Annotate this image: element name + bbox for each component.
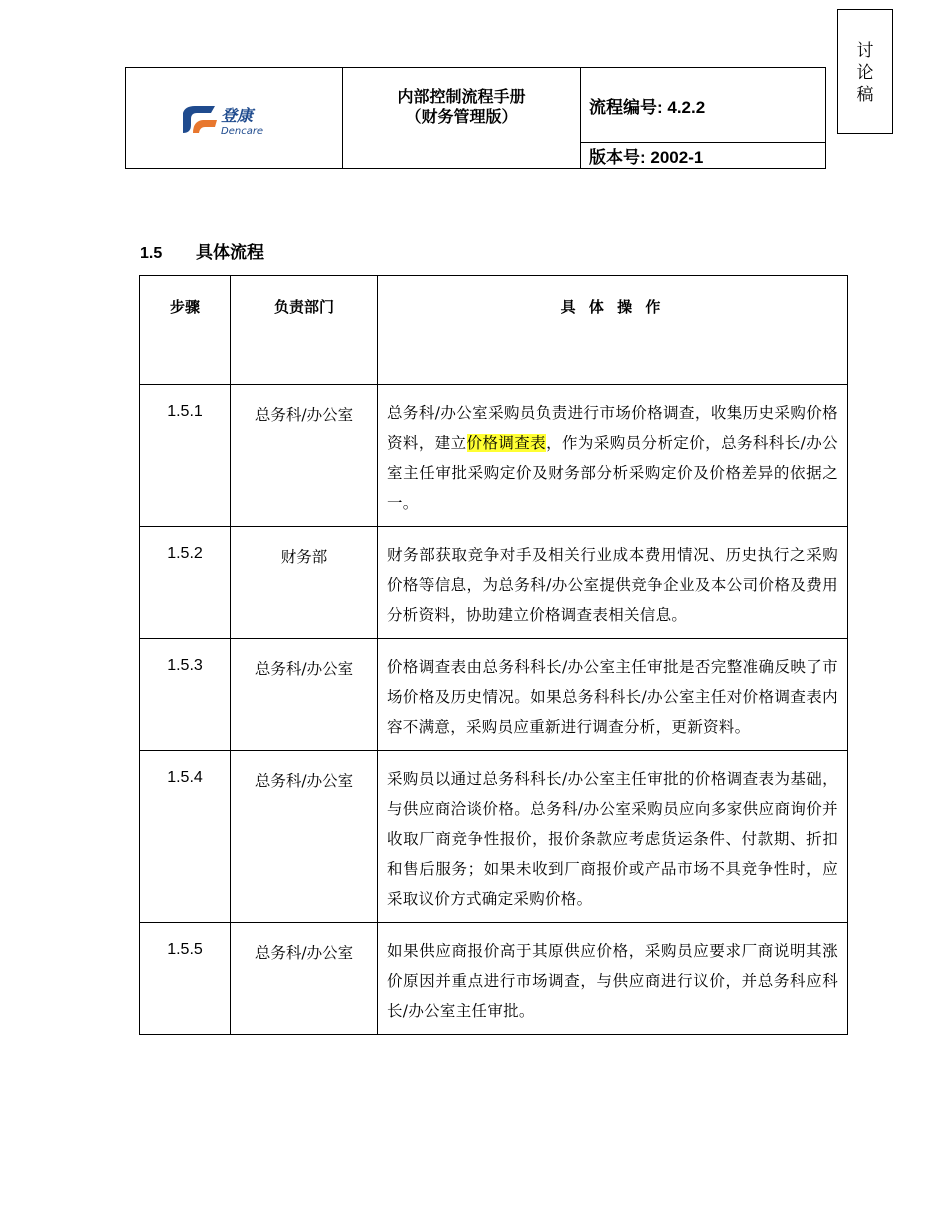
step-number: 1.5.1 <box>140 385 231 527</box>
section-number: 1.5 <box>140 245 163 262</box>
manual-title-line1: 内部控制流程手册 <box>397 87 526 106</box>
highlighted-term: 价格调查表 <box>466 434 547 452</box>
process-table <box>139 275 848 1035</box>
header-dept: 负责部门 <box>231 276 378 385</box>
draft-stamp-char: 论 <box>856 63 874 83</box>
department: 总务科/办公室 <box>231 751 378 923</box>
department: 总务科/办公室 <box>231 639 378 751</box>
action-text <box>378 385 848 527</box>
step-number: 1.5.3 <box>140 639 231 751</box>
company-logo <box>181 103 281 139</box>
document-header <box>125 67 826 169</box>
department: 财务部 <box>231 527 378 639</box>
step-number: 1.5.4 <box>140 751 231 923</box>
draft-stamp-char: 稿 <box>856 85 874 105</box>
logo-cell <box>126 68 343 169</box>
step-number: 1.5.2 <box>140 527 231 639</box>
action-text: 采购员以通过总务科科长/办公室主任审批的价格调查表为基础，与供应商洽谈价格。总务科/办公室采购员应向多家供应商询价并收取厂商竞争性报价，报价条款应考虑货运条件、付款期、折扣和售后服务；如果未收到厂商报价或产品市场不具竞争性时，应采取议价方式确定采购价格。 <box>378 751 848 923</box>
table-row <box>140 639 848 751</box>
process-code: 流程编号: 4.2.2 <box>581 68 826 143</box>
section-title: 具体流程 <box>196 243 264 263</box>
table-row <box>140 385 848 527</box>
header-step: 步骤 <box>140 276 231 385</box>
manual-title-line2: （财务管理版） <box>405 107 518 126</box>
table-row <box>140 527 848 639</box>
table-row <box>140 923 848 1035</box>
action-text: 价格调查表由总务科科长/办公室主任审批是否完整准确反映了市场价格及历史情况。如果总务科科长/办公室主任对价格调查表内容不满意，采购员应重新进行调查分析，更新资料。 <box>378 639 848 751</box>
draft-stamp <box>837 9 893 134</box>
manual-title <box>343 68 581 169</box>
step-number: 1.5.5 <box>140 923 231 1035</box>
svg-text:Dencare: Dencare <box>221 126 264 137</box>
table-row <box>140 751 848 923</box>
action-text: 如果供应商报价高于其原供应价格，采购员应要求厂商说明其涨价原因并重点进行市场调查，与供应商进行议价，并总务科应科长/办公室主任审批。 <box>378 923 848 1035</box>
action-text: 财务部获取竞争对手及相关行业成本费用情况、历史执行之采购价格等信息，为总务科/办公室提供竞争企业及本公司价格及费用分析资料，协助建立价格调查表相关信息。 <box>378 527 848 639</box>
svg-text:登康: 登康 <box>221 106 254 125</box>
department: 总务科/办公室 <box>231 923 378 1035</box>
version-number: 版本号: 2002-1 <box>581 143 826 169</box>
action-text-part: ，作为采购员分析定价，总务科科长/办公室主任审批采购定价及财务部分析采购定价及价格差异的依据之一。 <box>387 434 838 512</box>
section-heading <box>140 238 264 263</box>
draft-stamp-char: 讨 <box>856 41 874 61</box>
table-header-row <box>140 276 848 385</box>
department: 总务科/办公室 <box>231 385 378 527</box>
header-action: 具 体 操 作 <box>378 276 848 385</box>
action-text-part: 总务科/办公室采购员负责进行市场价格调查，收集历史采购价格资料，建立 <box>387 404 838 452</box>
